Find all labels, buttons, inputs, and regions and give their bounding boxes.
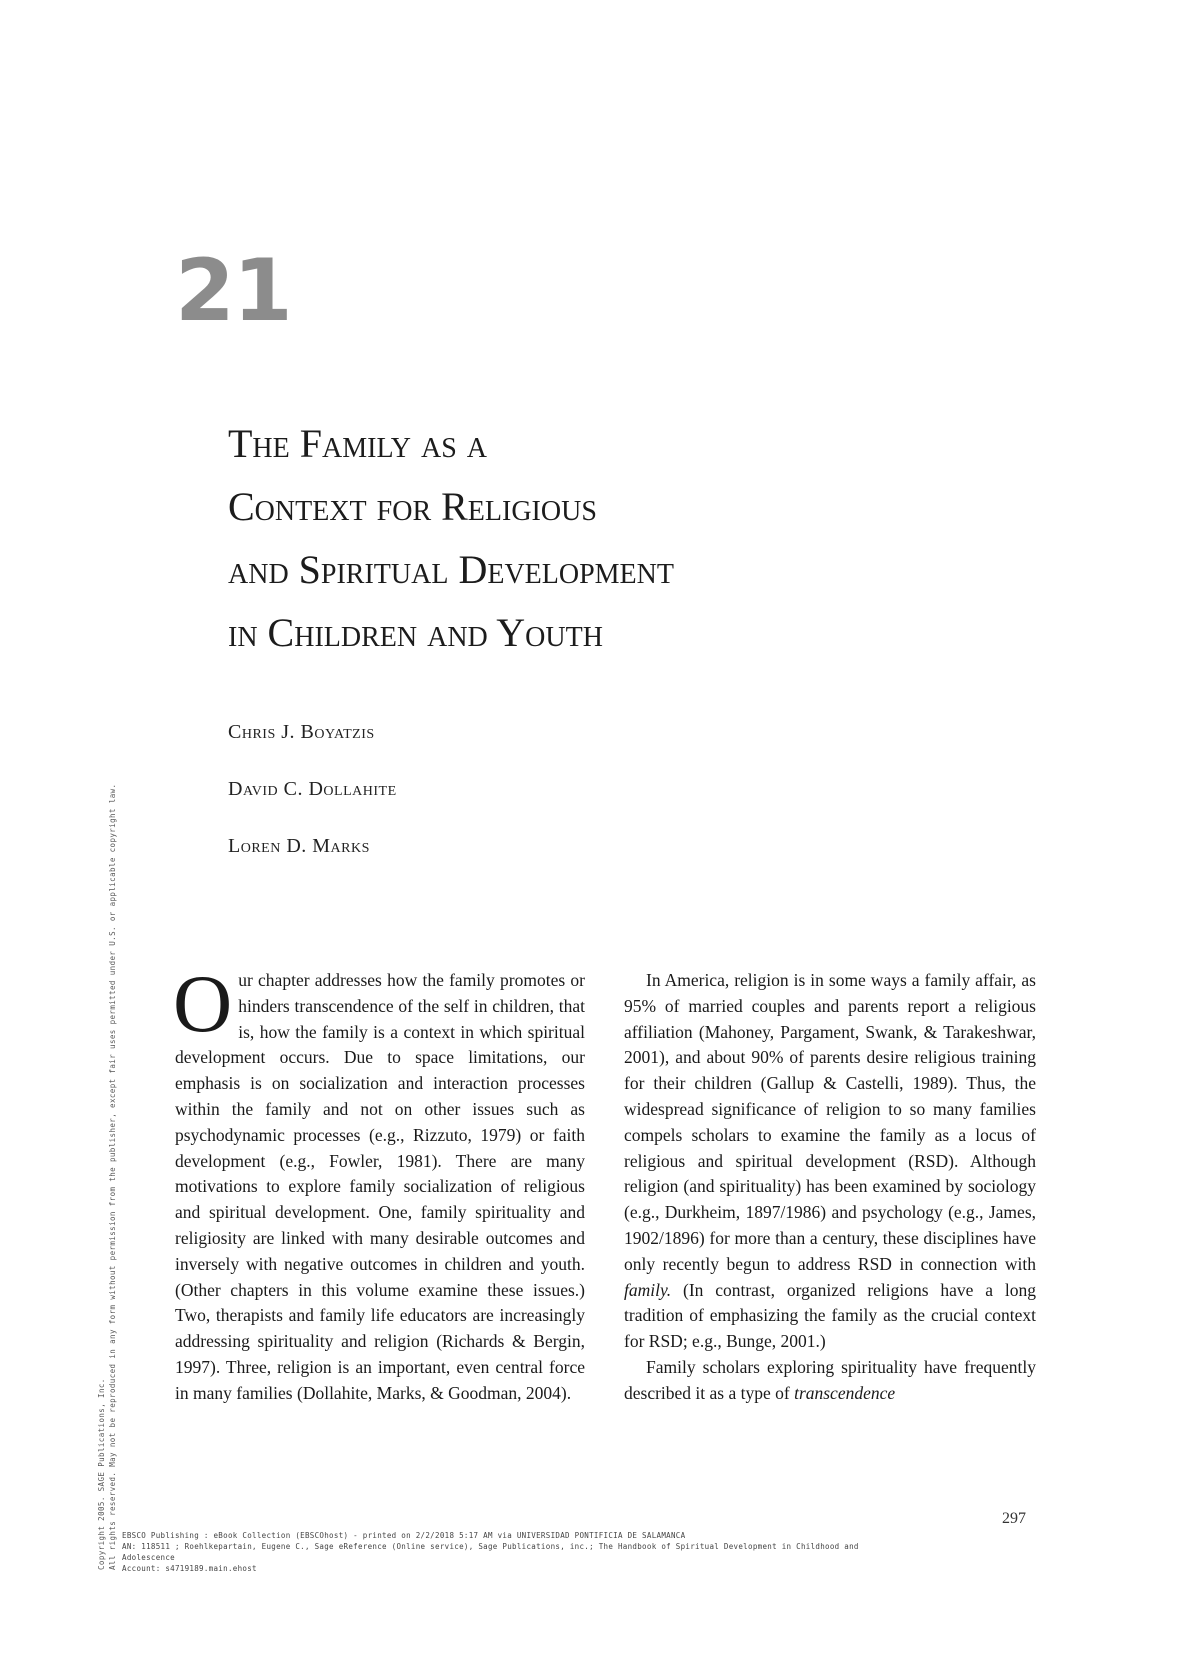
author-name: Loren D. Marks: [228, 835, 370, 857]
paragraph: [173, 958, 585, 1407]
copyright-line: All rights reserved. May not be reproduced in any form without permission from the publisher, except fair uses permitted under U.S. or applicable copyright law.: [108, 783, 117, 1570]
chapter-title: [228, 412, 988, 664]
copyright-line: Copyright 2005. SAGE Publications, Inc.: [97, 1378, 106, 1570]
author-name: David C. Dollahite: [228, 778, 397, 800]
paragraph: [624, 968, 1036, 1355]
author-name: Chris J. Boyatzis: [228, 721, 375, 743]
chapter-number: 21: [175, 241, 291, 341]
page-number: 297: [1002, 1510, 1026, 1527]
author-list: [228, 720, 397, 891]
copyright-side-note: [96, 784, 118, 1570]
body-column-right: [624, 968, 1036, 1407]
title-line: The Family as a: [228, 421, 487, 466]
emphasis-text: family.: [624, 1279, 672, 1300]
title-line: and Spiritual Development: [228, 547, 674, 592]
paragraph-text: (In contrast, organized religions have a long tradition of emphasizing the family as the crucial context for RSD; e.g., Bunge, 2001.): [624, 1279, 1036, 1352]
title-line: Context for Religious: [228, 484, 597, 529]
paragraph-text: Family scholars exploring spirituality have frequently described it as a type of: [624, 1356, 1036, 1403]
footer-line: Adolescence: [122, 1553, 175, 1562]
paragraph: [624, 1355, 1036, 1407]
footer-line: Account: s4719189.main.ehost: [122, 1564, 257, 1573]
paragraph-text: In America, religion is in some ways a family affair, as 95% of married couples and parents report a religious affiliation (Mahoney, Pargament, Swank, & Tarakeshwar, 2001), and about 90% of parents desire religious training for their children (Gallup & Castelli, 1989). Thus, the widespread significance of religion to so many families compels scholars to examine the family as a locus of religious and spiritual development (RSD). Although religion (and spirituality) has been examined by sociology (e.g., Durkheim, 1897/1986) and psychology (e.g., James, 1902/1896) for more than a century, these disciplines have only recently begun to address RSD in connection with: [624, 970, 1036, 1274]
body-column-left: [173, 958, 585, 1407]
ebsco-footer: [122, 1530, 1112, 1574]
footer-line: EBSCO Publishing : eBook Collection (EBSCOhost) - printed on 2/2/2018 5:17 AM via UNIVERSIDAD PONTIFICIA DE SALAMANCA: [122, 1531, 686, 1540]
footer-line: AN: 118511 ; Roehlkepartain, Eugene C., Sage eReference (Online service), Sage Publications, inc.; The Handbook of Spiritual Development in Childhood and: [122, 1542, 859, 1551]
emphasis-text: transcendence: [794, 1382, 896, 1403]
paragraph-text: ur chapter addresses how the family promotes or hinders transcendence of the self in children, that is, how the family is a context in which spiritual development occurs. Due to space limitations, our emphasis is on socialization and interaction processes within the family and not on other issues such as psychodynamic processes (e.g., Rizzuto, 1979) or faith development (e.g., Fowler, 1981). There are many motivations to explore family socialization of religious and spiritual development. One, family spirituality and religiosity are linked with many desirable outcomes and inversely with negative outcomes in children and youth. (Other chapters in this volume examine these issues.) Two, therapists and family life educators are increasingly addressing spirituality and religion (Richards & Bergin, 1997). Three, religion is an important, even central force in many families (Dollahite, Marks, & Goodman, 2004).: [175, 970, 585, 1403]
title-line: in Children and Youth: [228, 610, 603, 655]
drop-cap: O: [173, 958, 233, 1049]
